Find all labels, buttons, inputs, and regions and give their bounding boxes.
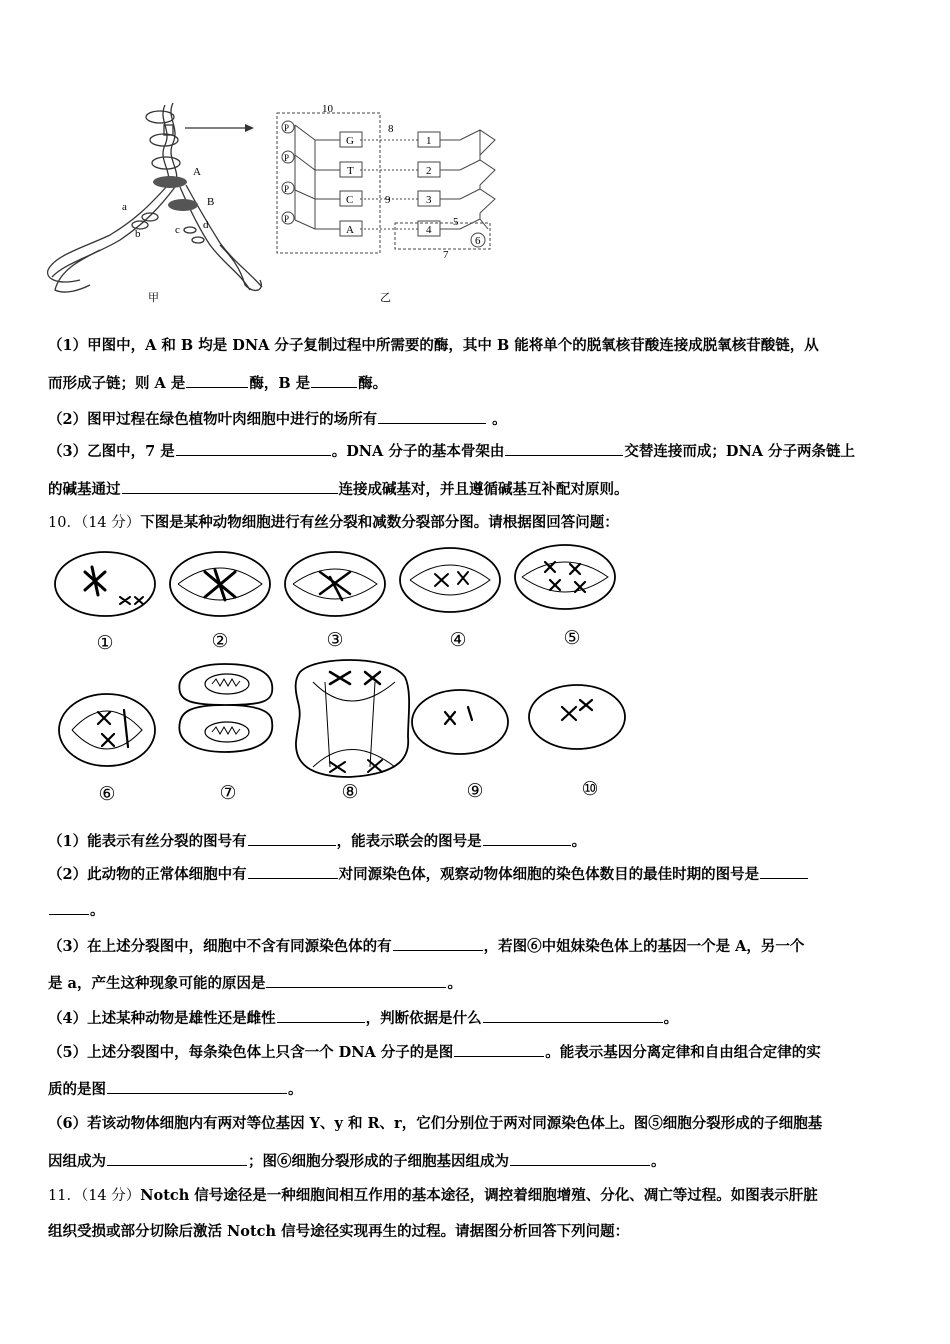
- label-enzyme-b: B: [207, 196, 215, 208]
- label-6: 6: [475, 235, 481, 247]
- cell-6: [59, 694, 155, 766]
- q9-part3-line1: （3）乙图中，7 是 。DNA 分子的基本骨架由 交替连接而成；DNA 分子两条链上: [48, 443, 856, 460]
- cell-8: [296, 660, 410, 777]
- answer-blank[interactable]: [277, 1008, 365, 1023]
- cell-5: [515, 545, 615, 609]
- cell-label-10: ⑩: [581, 778, 599, 800]
- answer-blank[interactable]: [505, 441, 623, 456]
- q10-part4: （4）上述某种动物是雄性还是雌性 ，判断依据是什么 。: [48, 1010, 679, 1027]
- q10-stem: 10．（14 分）下图是某种动物细胞进行有丝分裂和减数分裂部分图。请根据图回答问题：: [48, 514, 619, 531]
- label-9: 9: [385, 194, 391, 206]
- answer-blank[interactable]: [49, 900, 89, 915]
- answer-blank[interactable]: [176, 441, 331, 456]
- q10-part2-line1: （2）此动物的正常体细胞中有 对同源染色体，观察动物体细胞的染色体数目的最佳时期的图号是: [48, 864, 908, 885]
- base-a: A: [346, 224, 354, 236]
- dna-replication-figure: [40, 95, 510, 310]
- q10-part3-line1: （3）在上述分裂图中，细胞中不含有同源染色体的有 ，若图⑥中姐妹染色体上的基因一个是 A，另一个: [48, 938, 805, 955]
- cell-7: [179, 664, 272, 752]
- answer-blank[interactable]: [378, 409, 486, 424]
- enzyme-b-shape: [168, 199, 198, 211]
- q11-stem-line1: 11．（14 分）Notch 信号途径是一种细胞间相互作用的基本途径，调控着细胞增殖、分化、凋亡等过程。如图表示肝脏: [48, 1187, 818, 1204]
- label-strand-d: d: [203, 219, 209, 231]
- answer-blank[interactable]: [483, 831, 571, 846]
- answer-blank[interactable]: [311, 373, 357, 388]
- label-8: 8: [388, 123, 394, 135]
- q10-part6-line1: （6）若该动物体细胞内有两对等位基因 Y、y 和 R、r，它们分别位于两对同源染色体上。图⑤细胞分裂形成的子细胞基: [48, 1115, 823, 1132]
- phosphate-p1: P: [284, 123, 290, 133]
- answer-blank[interactable]: [760, 864, 808, 879]
- cell-label-7: ⑦: [219, 782, 237, 804]
- figure-jia-drawing: [48, 103, 262, 292]
- enzyme-a-shape: [153, 176, 187, 188]
- phosphate-p2: P: [284, 153, 290, 163]
- answer-blank[interactable]: [107, 1079, 287, 1094]
- label-7: 7: [443, 249, 449, 261]
- q10-part6-line2: 因组成为 ；图⑥细胞分裂形成的子细胞基因组成为 。: [48, 1153, 666, 1170]
- label-4: 4: [426, 224, 432, 236]
- answer-blank[interactable]: [122, 479, 338, 494]
- answer-blank[interactable]: [454, 1042, 544, 1057]
- answer-blank[interactable]: [483, 1008, 663, 1023]
- label-yi: 乙: [380, 292, 391, 304]
- base-c: C: [346, 194, 354, 206]
- q10-part1: （1）能表示有丝分裂的图号有 ，能表示联会的图号是 。: [48, 833, 587, 850]
- cell-10: [529, 685, 625, 749]
- q9-part1-line2: 而形成子链；则 A 是 酶，B 是 酶。: [48, 375, 388, 392]
- cell-label-9: ⑨: [466, 780, 484, 802]
- q9-part1-line1: （1）甲图中，A 和 B 均是 DNA 分子复制过程中所需要的酶，其中 B 能将单个的脱氧核苷酸连接成脱氧核苷酸链，从: [48, 337, 819, 354]
- cell-division-figure: [50, 542, 650, 807]
- arrow-icon: [185, 124, 254, 132]
- cell-label-2: ②: [211, 630, 229, 652]
- cell-label-3: ③: [326, 629, 344, 651]
- answer-blank[interactable]: [248, 831, 336, 846]
- cell-label-1: ①: [96, 632, 114, 654]
- label-enzyme-a: A: [193, 166, 201, 178]
- q10-part5-line2: 质的是图 。: [48, 1081, 303, 1098]
- figure-yi-drawing: [277, 103, 495, 304]
- phosphate-p3: P: [284, 184, 290, 194]
- label-strand-b: b: [135, 228, 141, 240]
- q9-part3-line2: 的碱基通过 连接成碱基对，并且遵循碱基互补配对原则。: [48, 481, 629, 498]
- label-3: 3: [426, 194, 432, 206]
- q11-stem-line2: 组织受损或部分切除后激活 Notch 信号途径实现再生的过程。请据图分析回答下列问题：: [48, 1223, 630, 1240]
- answer-blank[interactable]: [107, 1151, 247, 1166]
- cell-label-5: ⑤: [563, 627, 581, 649]
- answer-blank[interactable]: [393, 936, 483, 951]
- label-2: 2: [426, 165, 432, 177]
- label-strand-c: c: [175, 224, 180, 236]
- cell-4: [400, 548, 500, 612]
- answer-blank[interactable]: [510, 1151, 650, 1166]
- answer-blank[interactable]: [266, 973, 446, 988]
- q10-part5-line1: （5）上述分裂图中，每条染色体上只含一个 DNA 分子的是图 。能表示基因分离定律和自由组合定律的实: [48, 1044, 821, 1061]
- base-g: G: [346, 135, 354, 147]
- cell-label-8: ⑧: [341, 781, 359, 803]
- q10-part3-line2: 是 a，产生这种现象可能的原因是 。: [48, 975, 462, 992]
- cell-9: [412, 690, 508, 754]
- q9-part2: （2）图甲过程在绿色植物叶肉细胞中进行的场所有 。: [48, 411, 507, 428]
- base-t: T: [347, 165, 354, 177]
- phosphate-p4: P: [284, 214, 290, 224]
- q10-part2-line2: 。: [48, 900, 908, 921]
- answer-blank[interactable]: [248, 864, 338, 879]
- label-10: 10: [322, 103, 333, 115]
- cell-label-4: ④: [449, 629, 467, 651]
- answer-blank[interactable]: [186, 373, 248, 388]
- cell-1: [55, 552, 155, 616]
- label-1: 1: [426, 135, 432, 147]
- label-jia: 甲: [148, 292, 159, 304]
- label-strand-a: a: [122, 201, 127, 213]
- label-5: 5: [453, 216, 459, 228]
- cell-label-6: ⑥: [98, 783, 116, 805]
